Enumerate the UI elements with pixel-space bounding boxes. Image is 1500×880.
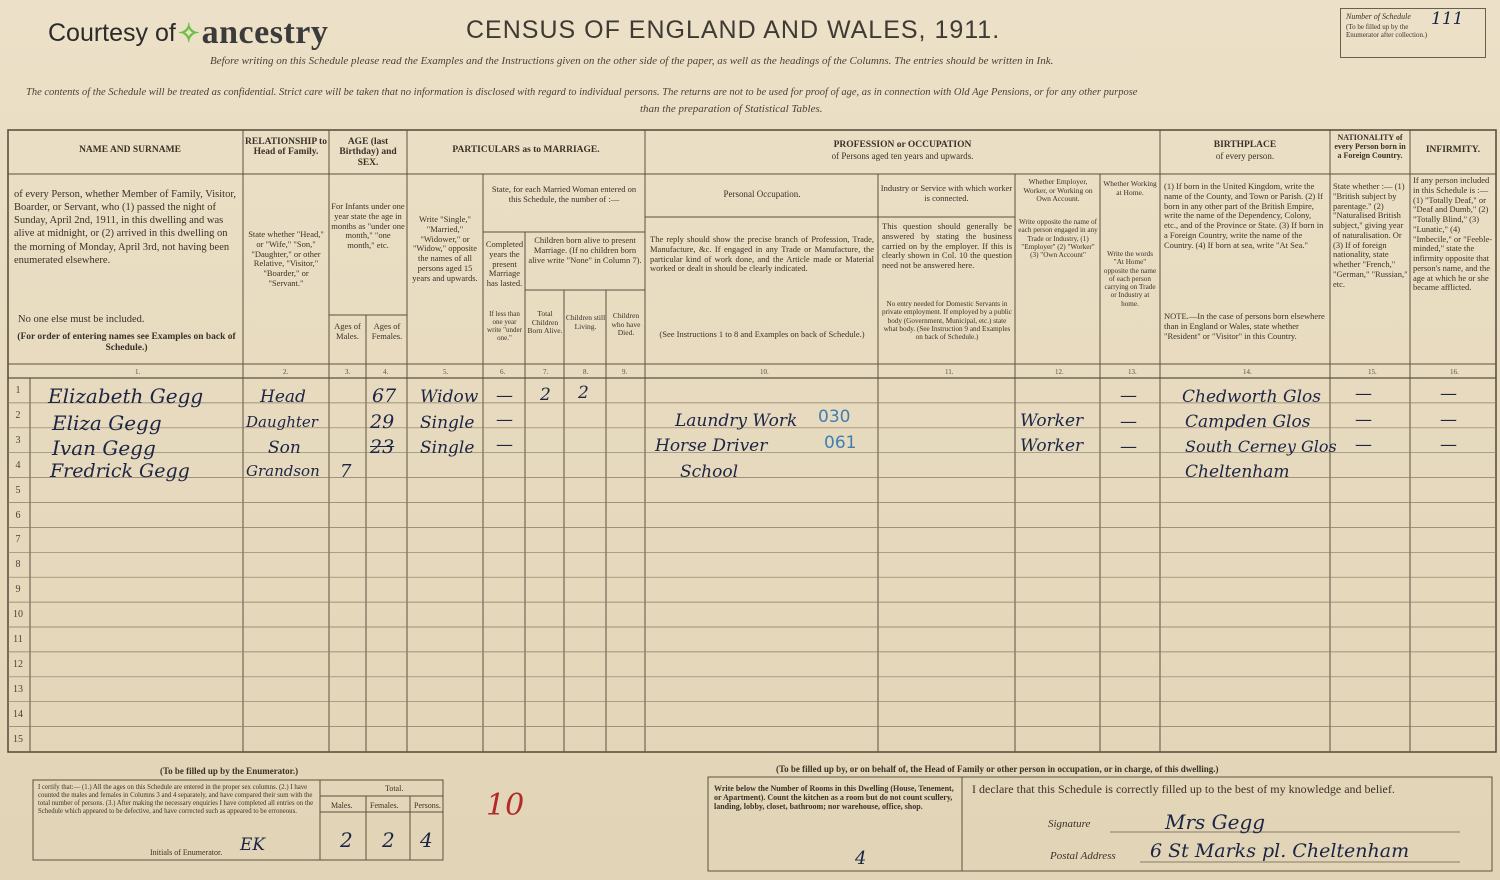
row-number: 8 xyxy=(15,559,21,571)
column-number: 7. xyxy=(543,368,549,376)
row-number: 3 xyxy=(15,434,21,446)
row-3-occupation[interactable]: Horse Driver xyxy=(655,436,768,456)
heading-birthplace-sub: of every person. xyxy=(1215,151,1275,161)
row-2-name[interactable]: Eliza Gegg xyxy=(52,411,162,435)
row-number: 2 xyxy=(15,409,21,421)
column-number: 5. xyxy=(443,368,449,376)
enumerator-heading: (To be filled up by the Enumerator.) xyxy=(160,766,299,776)
row-4-birthplace[interactable]: Cheltenham xyxy=(1185,462,1290,482)
relationship-description: State whether "Head," or "Wife," "Son," "Daughter," or other Relative, "Visitor," "Boarder," or "Servant." xyxy=(248,229,324,288)
row-number: 1 xyxy=(15,385,21,396)
row-1-relationship[interactable]: Head xyxy=(260,387,306,407)
nationality-description: State whether :— (1) "British subject by parentage." (2) "Naturalised British subject," giving year of naturalisation. Or (3) If of foreign nationality, state whether "French," "German," "Russian," etc. xyxy=(1333,181,1408,289)
column-number: 3. xyxy=(345,368,351,376)
row-number: 5 xyxy=(15,484,21,496)
total-children-label: Total Children Born Alive. xyxy=(527,309,563,336)
instruction-line-1: Before writing on this Schedule please read the Examples and the Instructions given on the other side of the paper, as well as the headings of the Columns. The entries should be written in Ink. xyxy=(210,55,1054,67)
personal-occupation-description: The reply should show the precise branch of Profession, Trade, Manufacture, &c. If engaged in any Trade or Manufacture, the particular kind of work done, and the Article made or Material worked or dealt in should be clearly indicated. xyxy=(650,234,874,274)
row-2-marital[interactable]: Single xyxy=(420,413,475,433)
row-2-relationship[interactable]: Daughter xyxy=(246,413,318,431)
row-4-age-male[interactable]: 7 xyxy=(340,461,352,482)
row-2-age-female[interactable]: 29 xyxy=(370,411,395,433)
personal-occupation-label: Personal Occupation. xyxy=(723,189,801,199)
children-living-label: Children still Living. xyxy=(565,313,606,331)
heading-profession-sub: of Persons aged ten years and upwards. xyxy=(831,151,974,161)
page-title: CENSUS OF ENGLAND AND WALES, 1911. xyxy=(466,16,1001,44)
column-number: 12. xyxy=(1055,368,1064,376)
courtesy-text: Courtesy of xyxy=(48,18,176,47)
row-1-at-home[interactable]: — xyxy=(1120,386,1137,406)
column-number: 10. xyxy=(760,368,769,376)
column-number: 1. xyxy=(135,368,141,376)
row-1-infirmity[interactable]: — xyxy=(1440,384,1457,404)
completed-years-label: Completed years the present Marriage has lasted. xyxy=(485,239,524,289)
address-label: Postal Address xyxy=(1050,850,1116,862)
completed-years-note: If less than one year write "under one." xyxy=(487,310,522,343)
rooms-instruction: Write below the Number of Rooms in this Dwelling (House, Tenement, or Apartment). Count the kitchen as a room but do not count scullery, landing, lobby, closet, bathroom; nor warehouse, office, shop. xyxy=(714,784,954,812)
declaration: I declare that this Schedule is correctly filled up to the best of my knowledge and belief. xyxy=(972,782,1395,796)
row-number: 11 xyxy=(13,634,23,645)
column-number: 9. xyxy=(622,368,628,376)
persons-label: Persons. xyxy=(414,801,441,810)
row-number: 10 xyxy=(13,609,23,621)
column-number: 8. xyxy=(583,368,589,376)
schedule-number: 111 xyxy=(1431,9,1464,29)
row-4-occupation[interactable]: School xyxy=(680,462,739,482)
row-3-birthplace[interactable]: South Cerney Glos xyxy=(1185,437,1337,456)
row-3-infirmity[interactable]: — xyxy=(1440,435,1457,455)
total-females[interactable]: 2 xyxy=(382,828,395,852)
employer-label: Whether Employer, Worker, or Working on Own Account. xyxy=(1023,177,1093,204)
row-3-at-home[interactable]: — xyxy=(1120,437,1137,457)
married-woman-description: State, for each Married Woman entered on this Schedule, the number of :— xyxy=(491,184,637,204)
row-2-infirmity[interactable]: — xyxy=(1440,410,1457,430)
row-3-years[interactable]: — xyxy=(496,435,513,455)
row-number: 6 xyxy=(15,509,21,521)
signature-label: Signature xyxy=(1048,818,1091,830)
marital-description: Write "Single," "Married," "Widower," or "Widow," opposite the names of all persons aged 15 years and upwards. xyxy=(412,214,478,283)
row-2-employer[interactable]: Worker xyxy=(1020,411,1084,431)
column-number: 2. xyxy=(283,368,289,376)
heading-marriage: PARTICULARS as to MARRIAGE. xyxy=(452,145,600,155)
row-number: 9 xyxy=(15,584,21,596)
column-number: 16. xyxy=(1450,368,1459,376)
name-note: No one else must be included. xyxy=(18,314,145,325)
row-3-relationship[interactable]: Son xyxy=(268,438,301,458)
heading-age: AGE (last Birthday) and SEX. xyxy=(339,137,397,168)
row-number: 4 xyxy=(15,459,21,471)
heading-birthplace: BIRTHPLACE xyxy=(1213,140,1277,150)
row-2-occupation[interactable]: Laundry Work xyxy=(675,411,798,431)
total-label: Total. xyxy=(385,784,404,793)
column-number: 6. xyxy=(500,368,506,376)
at-home-description: Write the words "At Home" opposite the name of each person carrying on Trade or Industry at home. xyxy=(1103,250,1157,308)
rooms-count[interactable]: 4 xyxy=(855,848,867,869)
industry-description: This question should generally be answered by stating the business carried on by the employer. If this is clearly shown in Col. 10 the question need not be answered here. xyxy=(882,221,1012,271)
total-males[interactable]: 2 xyxy=(340,828,353,852)
row-2-nationality[interactable]: — xyxy=(1355,410,1372,430)
signature[interactable]: Mrs Gegg xyxy=(1165,810,1266,834)
row-number: 14 xyxy=(13,708,23,720)
row-3-employer[interactable]: Worker xyxy=(1020,436,1084,456)
row-3-occupation-code[interactable]: 061 xyxy=(824,433,857,453)
row-2-years[interactable]: — xyxy=(496,410,513,430)
heading-name: NAME AND SURNAME xyxy=(79,145,181,155)
birthplace-description: (1) If born in the United Kingdom, write the name of the County, and Town or Parish. (2) If born in any other part of the British Empire, write the name of the Dependency, Colony, etc., and of the Province or State. (3) If born in a Foreign Country, write the name of the Country. (4) If born at sea, write "At Sea." xyxy=(1164,181,1324,250)
children-died-label: Children who have Died. xyxy=(611,311,641,338)
row-1-birthplace[interactable]: Chedworth Glos xyxy=(1182,387,1321,407)
name-order-note: (For order of entering names see Examples on back of Schedule.) xyxy=(17,332,236,353)
enumerator-initials[interactable]: EK xyxy=(240,835,266,855)
schedule-label: Number of Schedule xyxy=(1346,12,1411,21)
at-home-label: Whether Working at Home. xyxy=(1103,179,1157,197)
row-number: 13 xyxy=(13,683,23,695)
ancestry-leaf-icon: ✧ xyxy=(177,17,200,48)
row-2-at-home[interactable]: — xyxy=(1120,412,1137,432)
row-1-nationality[interactable]: — xyxy=(1355,384,1372,404)
total-persons[interactable]: 4 xyxy=(420,828,433,852)
males-label: Males. xyxy=(331,801,353,810)
row-3-marital[interactable]: Single xyxy=(420,438,475,458)
row-2-occupation-code[interactable]: 030 xyxy=(818,407,851,427)
ages-males-label: Ages of Males. xyxy=(334,321,361,341)
industry-label: Industry or Service with which worker is connected. xyxy=(880,183,1013,203)
heading-infirmity: INFIRMITY. xyxy=(1425,145,1481,155)
children-born-description: Children born alive to present Marriage. (If no children born alive write "None" in Column 7). xyxy=(528,235,642,265)
instruction-line-2: The contents of the Schedule will be treated as confidential. Strict care will be taken that no information is disclosed with regard to individual persons. The returns are not to be used for proof of age, as in connection with Old Age Pensions, or for any other purpose xyxy=(26,87,1138,98)
schedule-note: (To be filled up by the Enumerator after collection.) xyxy=(1346,23,1428,39)
row-1-children-living[interactable]: 2 xyxy=(578,383,589,403)
row-1-name[interactable]: Elizabeth Gegg xyxy=(48,384,204,408)
row-1-total-children[interactable]: 2 xyxy=(540,385,551,405)
birthplace-note: NOTE.—In the case of persons born elsewhere than in England or Wales, state whether "Resident" or "Visitor" in this Country. xyxy=(1164,311,1325,341)
heading-profession: PROFESSION or OCCUPATION xyxy=(833,140,972,150)
ancestry-brand: ancestry xyxy=(201,14,329,51)
row-number: 15 xyxy=(13,733,23,745)
row-3-age-female[interactable]: 23 xyxy=(370,436,395,458)
head-heading: (To be filled up by, or on behalf of, the Head of Family or other person in occupation, or in charge, of this dwelling.) xyxy=(776,764,1219,774)
heading-relationship: RELATIONSHIP to Head of Family. xyxy=(245,137,327,158)
row-number: 7 xyxy=(15,534,21,546)
row-3-nationality[interactable]: — xyxy=(1355,435,1372,455)
employer-description: Write opposite the name of each person engaged in any Trade or Industry, (1) "Employer" (2) "Worker" (3) "Own Account" xyxy=(1018,218,1098,260)
column-number: 4. xyxy=(383,368,389,376)
name-description: of every Person, whether Member of Family, Visitor, Boarder, or Servant, who (1) passed the night of Sunday, April 2nd, 1911, in this dwelling and was alive at midnight, or (2) arrived in this dwelling on the morning of Monday, April 3rd, not having been enumerated elsewhere. xyxy=(14,189,237,266)
row-2-birthplace[interactable]: Campden Glos xyxy=(1185,412,1311,432)
instruction-line-3: than the preparation of Statistical Tables. xyxy=(640,103,823,115)
row-1-marital[interactable]: Widow xyxy=(420,387,479,407)
column-number: 15. xyxy=(1368,368,1377,376)
row-1-years[interactable]: — xyxy=(496,386,513,406)
column-number: 11. xyxy=(945,368,954,376)
red-mark: 10 xyxy=(486,788,525,823)
row-number: 12 xyxy=(13,658,23,670)
age-description: For Infants under one year state the age in months as "under one month," "one month," etc. xyxy=(331,201,405,251)
females-label: Females. xyxy=(370,801,399,810)
row-4-name[interactable]: Fredrick Gegg xyxy=(50,460,190,482)
infirmity-description: If any person included in this Schedule is :— (1) "Totally Deaf," or "Deaf and Dumb," (2) "Totally Blind," (3) "Lunatic," (4) "Imbecile," or "Feeble-minded," state the infirmity opposite that person's name, and the age at which he or she became afflicted. xyxy=(1413,175,1493,293)
column-number: 14. xyxy=(1243,368,1252,376)
ages-females-label: Ages of Females. xyxy=(371,321,403,341)
industry-note: No entry needed for Domestic Servants in private employment. If employed by a public body (Government, Municipal, etc.) state what body. (See Instruction 9 and Examples on back of Schedule.) xyxy=(882,300,1012,342)
initials-label: Initials of Enumerator. xyxy=(150,848,223,857)
row-3-name[interactable]: Ivan Gegg xyxy=(52,436,156,460)
row-1-age-female[interactable]: 67 xyxy=(372,385,397,407)
postal-address[interactable]: 6 St Marks pl. Cheltenham xyxy=(1150,840,1410,862)
personal-occupation-note: (See Instructions 1 to 8 and Examples on back of Schedule.) xyxy=(659,329,865,339)
row-4-relationship[interactable]: Grandson xyxy=(246,462,320,480)
enumerator-certificate: I certify that:— (1.) All the ages on this Schedule are entered in the proper sex columns. (2.) I have counted the males and females in Columns 3 and 4 separately, and have compared their sum with the total number of persons. (3.) After making the necessary enquiries I have completed all entries on the Schedule which appeared to be defective, and have corrected such as appeared to be erroneous. xyxy=(38,784,314,816)
column-number: 13. xyxy=(1128,368,1137,376)
heading-nationality: NATIONALITY of every Person born in a Foreign Country. xyxy=(1334,133,1406,160)
